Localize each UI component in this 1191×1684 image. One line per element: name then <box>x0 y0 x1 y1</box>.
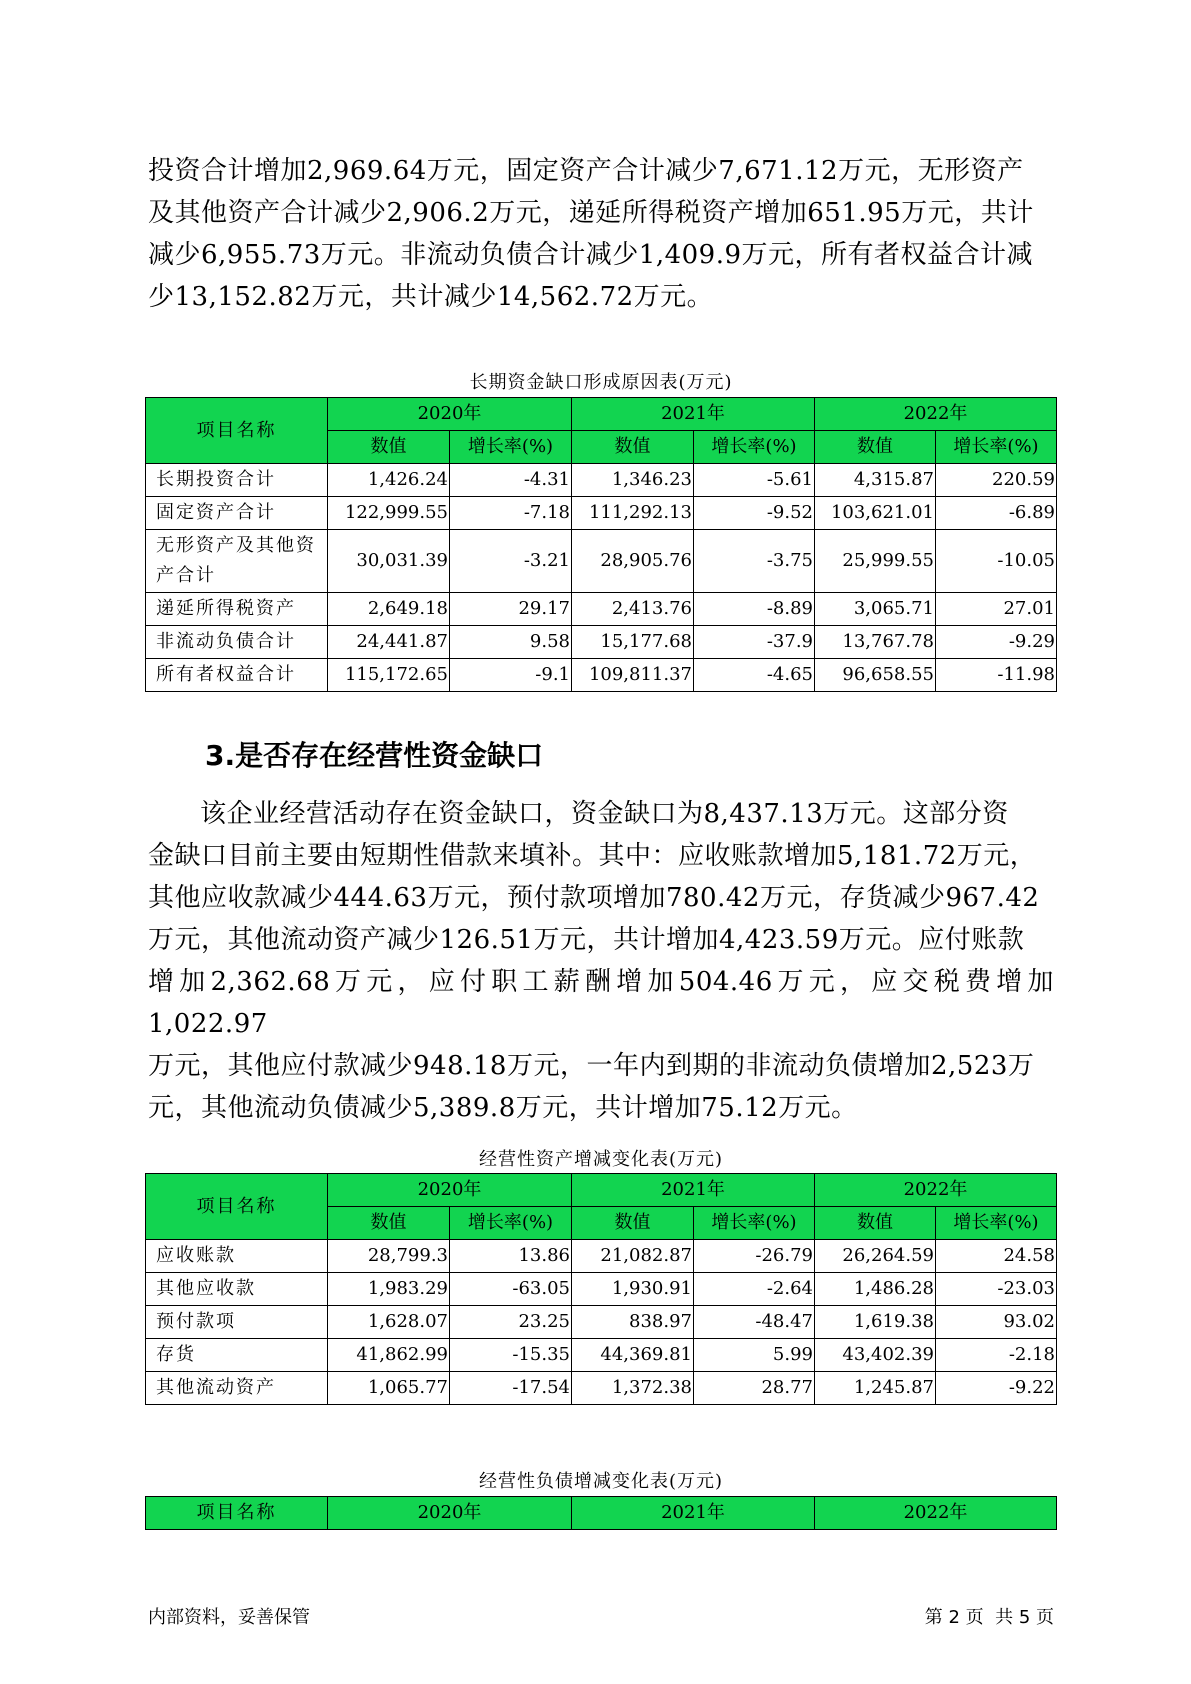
cell-growth: -9.22 <box>936 1372 1057 1405</box>
paragraph-1 <box>148 150 1054 318</box>
table-1-caption: 长期资金缺口形成原因表(万元) <box>469 372 733 393</box>
long-term-funding-gap-table <box>145 397 1057 692</box>
row-name: 其他应收款 <box>146 1273 328 1306</box>
cell-growth: -4.31 <box>450 464 572 497</box>
row-name: 长期投资合计 <box>146 464 328 497</box>
paragraph-line: 该企业经营活动存在资金缺口，资金缺口为8,437.13万元。这部分资 <box>200 799 1009 829</box>
table-row <box>146 1372 1057 1405</box>
row-name: 存货 <box>146 1339 328 1372</box>
table-header-row <box>146 398 1057 431</box>
cell-growth: 28.77 <box>694 1372 815 1405</box>
cell-growth: -8.89 <box>694 593 815 626</box>
subheader-value: 数值 <box>815 431 936 464</box>
table-row <box>146 1339 1057 1372</box>
section-heading: 3.是否存在经营性资金缺口 <box>205 739 544 772</box>
table-row <box>146 626 1057 659</box>
paragraph-line: 元，其他流动负债减少5,389.8万元，共计增加75.12万元。 <box>148 1093 858 1123</box>
cell-value: 2,413.76 <box>572 593 694 626</box>
cell-value: 1,619.38 <box>815 1306 936 1339</box>
subheader-growth: 增长率(%) <box>694 1207 815 1240</box>
operating-liabilities-table <box>145 1496 1057 1530</box>
paragraph-line: 减少6,955.73万元。非流动负债合计减少1,409.9万元，所有者权益合计减 <box>148 240 1034 270</box>
cell-value: 41,862.99 <box>328 1339 450 1372</box>
cell-value: 28,799.3 <box>328 1240 450 1273</box>
cell-value: 43,402.39 <box>815 1339 936 1372</box>
cell-value: 28,905.76 <box>572 530 694 593</box>
column-header-name: 项目名称 <box>146 398 328 464</box>
paragraph-line: 少13,152.82万元，共计减少14,562.72万元。 <box>148 282 714 312</box>
cell-growth: -9.52 <box>694 497 815 530</box>
cell-growth: -11.98 <box>936 659 1057 692</box>
row-name: 非流动负债合计 <box>146 626 328 659</box>
paragraph-line: 及其他资产合计减少2,906.2万元，递延所得税资产增加651.95万元，共计 <box>148 198 1034 228</box>
cell-growth: 23.25 <box>450 1306 572 1339</box>
subheader-growth: 增长率(%) <box>450 431 572 464</box>
cell-growth: 29.17 <box>450 593 572 626</box>
row-name: 固定资产合计 <box>146 497 328 530</box>
table-row <box>146 1240 1057 1273</box>
cell-growth: 220.59 <box>936 464 1057 497</box>
paragraph-line: 金缺口目前主要由短期性借款来填补。其中：应收账款增加5,181.72万元， <box>148 841 1037 871</box>
column-header-year: 2021年 <box>572 1174 815 1207</box>
subheader-value: 数值 <box>815 1207 936 1240</box>
cell-value: 4,315.87 <box>815 464 936 497</box>
subheader-growth: 增长率(%) <box>936 1207 1057 1240</box>
table-row <box>146 1306 1057 1339</box>
table-row <box>146 1273 1057 1306</box>
cell-growth: -63.05 <box>450 1273 572 1306</box>
column-header-year: 2020年 <box>328 398 572 431</box>
cell-value: 109,811.37 <box>572 659 694 692</box>
column-header-year: 2022年 <box>815 1497 1057 1530</box>
cell-value: 111,292.13 <box>572 497 694 530</box>
column-header-year: 2020年 <box>328 1174 572 1207</box>
cell-value: 122,999.55 <box>328 497 450 530</box>
cell-value: 1,628.07 <box>328 1306 450 1339</box>
table-row <box>146 464 1057 497</box>
subheader-value: 数值 <box>328 431 450 464</box>
row-name: 预付款项 <box>146 1306 328 1339</box>
cell-growth: 24.58 <box>936 1240 1057 1273</box>
column-header-year: 2021年 <box>572 398 815 431</box>
table-row <box>146 497 1057 530</box>
cell-growth: 13.86 <box>450 1240 572 1273</box>
column-header-year: 2022年 <box>815 398 1057 431</box>
cell-value: 1,372.38 <box>572 1372 694 1405</box>
cell-value: 1,346.23 <box>572 464 694 497</box>
cell-value: 1,486.28 <box>815 1273 936 1306</box>
cell-value: 30,031.39 <box>328 530 450 593</box>
cell-growth: -37.9 <box>694 626 815 659</box>
cell-value: 2,649.18 <box>328 593 450 626</box>
row-name: 其他流动资产 <box>146 1372 328 1405</box>
cell-growth: -6.89 <box>936 497 1057 530</box>
table-header-row <box>146 1497 1057 1530</box>
subheader-value: 数值 <box>572 1207 694 1240</box>
table-2-caption: 经营性资产增减变化表(万元) <box>478 1149 724 1170</box>
cell-value: 1,245.87 <box>815 1372 936 1405</box>
cell-value: 1,065.77 <box>328 1372 450 1405</box>
column-header-year: 2022年 <box>815 1174 1057 1207</box>
cell-value: 25,999.55 <box>815 530 936 593</box>
paragraph-line: 其他应收款减少444.63万元，预付款项增加780.42万元，存货减少967.42 <box>148 883 1040 913</box>
cell-value: 26,264.59 <box>815 1240 936 1273</box>
table-header-row <box>146 1174 1057 1207</box>
cell-value: 3,065.71 <box>815 593 936 626</box>
footer-page-number: 第 2 页 共 5 页 <box>924 1607 1054 1628</box>
cell-growth: 93.02 <box>936 1306 1057 1339</box>
cell-growth: 9.58 <box>450 626 572 659</box>
subheader-growth: 增长率(%) <box>694 431 815 464</box>
cell-growth: -9.1 <box>450 659 572 692</box>
footer-confidential-note: 内部资料，妥善保管 <box>148 1607 310 1628</box>
cell-growth: -15.35 <box>450 1339 572 1372</box>
cell-growth: -3.75 <box>694 530 815 593</box>
cell-value: 44,369.81 <box>572 1339 694 1372</box>
cell-value: 96,658.55 <box>815 659 936 692</box>
cell-value: 838.97 <box>572 1306 694 1339</box>
column-header-year: 2021年 <box>572 1497 815 1530</box>
cell-growth: -17.54 <box>450 1372 572 1405</box>
column-header-name: 项目名称 <box>146 1497 328 1530</box>
cell-growth: -7.18 <box>450 497 572 530</box>
paragraph-line: 万元，其他应付款减少948.18万元，一年内到期的非流动负债增加2,523万 <box>148 1051 1035 1081</box>
cell-value: 13,767.78 <box>815 626 936 659</box>
cell-value: 24,441.87 <box>328 626 450 659</box>
table-row <box>146 659 1057 692</box>
column-header-year: 2020年 <box>328 1497 572 1530</box>
cell-growth: -9.29 <box>936 626 1057 659</box>
operating-assets-table <box>145 1173 1057 1405</box>
cell-value: 103,621.01 <box>815 497 936 530</box>
row-name: 递延所得税资产 <box>146 593 328 626</box>
cell-growth: -3.21 <box>450 530 572 593</box>
cell-growth: -5.61 <box>694 464 815 497</box>
cell-growth: 5.99 <box>694 1339 815 1372</box>
row-name: 所有者权益合计 <box>146 659 328 692</box>
cell-growth: -2.64 <box>694 1273 815 1306</box>
paragraph-2 <box>148 793 1054 1129</box>
cell-growth: -23.03 <box>936 1273 1057 1306</box>
cell-growth: -10.05 <box>936 530 1057 593</box>
cell-value: 115,172.65 <box>328 659 450 692</box>
row-name: 无形资产及其他资产合计 <box>146 530 328 593</box>
table-3-caption: 经营性负债增减变化表(万元) <box>478 1471 724 1492</box>
subheader-value: 数值 <box>328 1207 450 1240</box>
row-name: 应收账款 <box>146 1240 328 1273</box>
subheader-growth: 增长率(%) <box>936 431 1057 464</box>
cell-value: 21,082.87 <box>572 1240 694 1273</box>
cell-growth: 27.01 <box>936 593 1057 626</box>
cell-value: 1,930.91 <box>572 1273 694 1306</box>
table-row <box>146 530 1057 593</box>
paragraph-line: 增加2,362.68万元，应付职工薪酬增加504.46万元，应交税费增加1,022.97 <box>148 967 1054 1039</box>
cell-value: 15,177.68 <box>572 626 694 659</box>
cell-growth: -4.65 <box>694 659 815 692</box>
paragraph-line: 投资合计增加2,969.64万元，固定资产合计减少7,671.12万元，无形资产 <box>148 156 1024 186</box>
table-row <box>146 593 1057 626</box>
cell-growth: -26.79 <box>694 1240 815 1273</box>
cell-value: 1,426.24 <box>328 464 450 497</box>
subheader-value: 数值 <box>572 431 694 464</box>
paragraph-line: 万元，其他流动资产减少126.51万元，共计增加4,423.59万元。应付账款 <box>148 925 1025 955</box>
cell-growth: -48.47 <box>694 1306 815 1339</box>
cell-value: 1,983.29 <box>328 1273 450 1306</box>
column-header-name: 项目名称 <box>146 1174 328 1240</box>
subheader-growth: 增长率(%) <box>450 1207 572 1240</box>
cell-growth: -2.18 <box>936 1339 1057 1372</box>
